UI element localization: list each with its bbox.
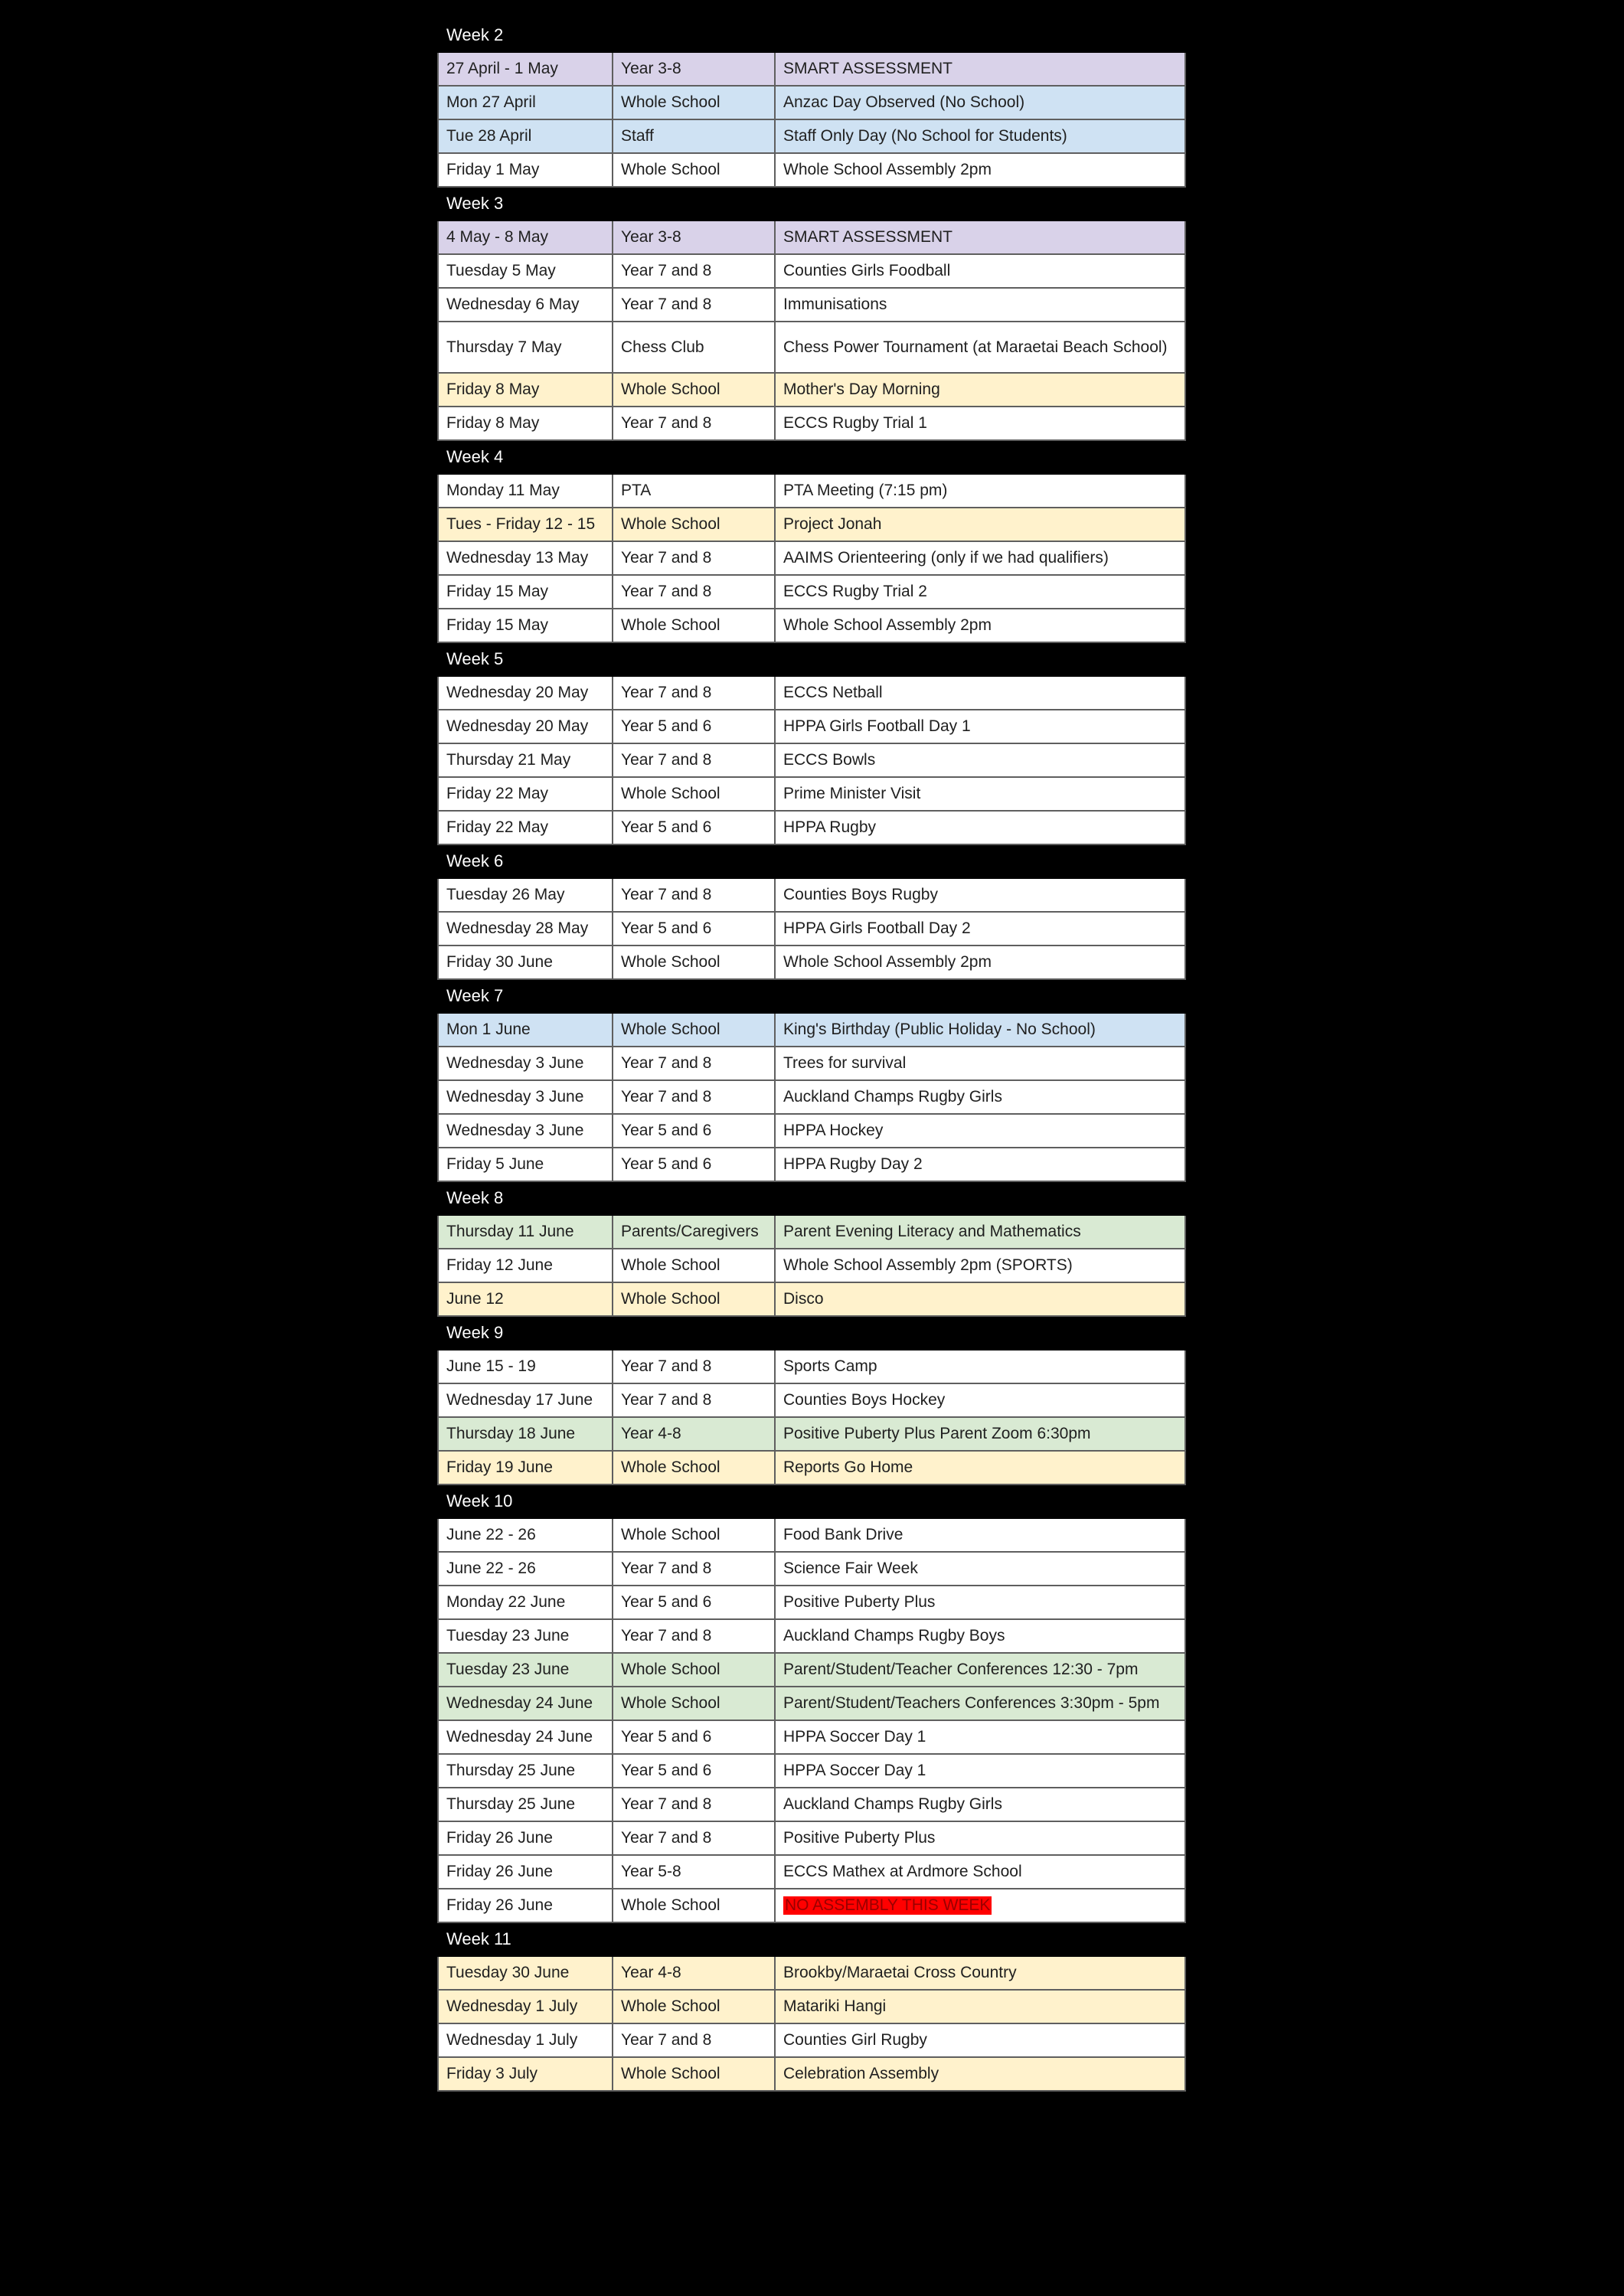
event-date-cell: 4 May - 8 May [438, 220, 613, 254]
event-date-cell: Friday 19 June [438, 1451, 613, 1484]
event-name-cell: Counties Boys Rugby [775, 878, 1185, 912]
event-name-cell: HPPA Girls Football Day 1 [775, 710, 1185, 743]
event-group-cell: Year 3-8 [613, 220, 775, 254]
event-group-cell: Whole School [613, 1518, 775, 1552]
event-date-cell: Wednesday 28 May [438, 912, 613, 946]
event-name-cell: Whole School Assembly 2pm [775, 946, 1185, 979]
event-group-cell: Year 7 and 8 [613, 743, 775, 777]
event-name-cell: PTA Meeting (7:15 pm) [775, 474, 1185, 508]
event-date-cell: Friday 26 June [438, 1821, 613, 1855]
event-name-cell: HPPA Hockey [775, 1114, 1185, 1148]
event-name-cell: ECCS Mathex at Ardmore School [775, 1855, 1185, 1889]
event-row [438, 119, 1185, 153]
week-header-row [438, 642, 1185, 676]
event-date-cell: June 22 - 26 [438, 1552, 613, 1586]
event-name-cell: Matariki Hangi [775, 1990, 1185, 2023]
week-label: Week 9 [438, 1316, 1185, 1350]
event-name-cell: Auckland Champs Rugby Girls [775, 1788, 1185, 1821]
event-group-cell: Chess Club [613, 322, 775, 373]
event-group-cell: Parents/Caregivers [613, 1215, 775, 1249]
event-date-cell: Mon 1 June [438, 1013, 613, 1047]
week-header-row [438, 1922, 1185, 1956]
event-name-cell: ECCS Bowls [775, 743, 1185, 777]
week-header-row [438, 979, 1185, 1013]
week-header-row [438, 1181, 1185, 1215]
event-name-cell: ECCS Rugby Trial 2 [775, 575, 1185, 609]
event-date-cell: Friday 8 May [438, 407, 613, 440]
event-group-cell: Whole School [613, 153, 775, 187]
event-name-cell: SMART ASSESSMENT [775, 52, 1185, 86]
event-name-cell: Food Bank Drive [775, 1518, 1185, 1552]
event-name-cell: Trees for survival [775, 1047, 1185, 1080]
event-row [438, 1619, 1185, 1653]
event-group-cell: Whole School [613, 1013, 775, 1047]
event-name-cell: King's Birthday (Public Holiday - No School) [775, 1013, 1185, 1047]
event-date-cell: Mon 27 April [438, 86, 613, 119]
event-name-cell: HPPA Girls Football Day 2 [775, 912, 1185, 946]
week-label: Week 3 [438, 187, 1185, 220]
event-date-cell: Tue 28 April [438, 119, 613, 153]
event-date-cell: Wednesday 3 June [438, 1114, 613, 1148]
event-group-cell: Whole School [613, 2057, 775, 2091]
event-date-cell: Wednesday 3 June [438, 1047, 613, 1080]
event-date-cell: Friday 8 May [438, 373, 613, 407]
event-row [438, 254, 1185, 288]
event-row [438, 1552, 1185, 1586]
event-row [438, 52, 1185, 86]
event-group-cell: Year 5 and 6 [613, 1114, 775, 1148]
event-date-cell: June 22 - 26 [438, 1518, 613, 1552]
event-group-cell: Year 5-8 [613, 1855, 775, 1889]
event-group-cell: Whole School [613, 609, 775, 642]
week-header-row [438, 844, 1185, 878]
event-row [438, 1754, 1185, 1788]
event-row [438, 1114, 1185, 1148]
event-date-cell: Tuesday 23 June [438, 1653, 613, 1687]
event-name-cell: Counties Boys Hockey [775, 1383, 1185, 1417]
week-label: Week 10 [438, 1484, 1185, 1518]
event-date-cell: Friday 26 June [438, 1855, 613, 1889]
event-group-cell: Year 7 and 8 [613, 1619, 775, 1653]
event-name-cell: Reports Go Home [775, 1451, 1185, 1484]
event-group-cell: Year 7 and 8 [613, 288, 775, 322]
event-name-cell: Celebration Assembly [775, 2057, 1185, 2091]
event-date-cell: Thursday 25 June [438, 1754, 613, 1788]
event-row [438, 1282, 1185, 1316]
event-row [438, 1889, 1185, 1922]
event-date-cell: Wednesday 1 July [438, 2023, 613, 2057]
week-label: Week 8 [438, 1181, 1185, 1215]
event-group-cell: Whole School [613, 946, 775, 979]
event-group-cell: Year 5 and 6 [613, 1754, 775, 1788]
event-row [438, 1687, 1185, 1720]
event-group-cell: Year 7 and 8 [613, 1821, 775, 1855]
event-date-cell: Wednesday 24 June [438, 1720, 613, 1754]
event-row [438, 288, 1185, 322]
event-date-cell: June 15 - 19 [438, 1350, 613, 1383]
event-row [438, 1013, 1185, 1047]
event-date-cell: Wednesday 20 May [438, 710, 613, 743]
event-name-cell: Whole School Assembly 2pm [775, 153, 1185, 187]
event-date-cell: Wednesday 24 June [438, 1687, 613, 1720]
event-name-cell: Whole School Assembly 2pm (SPORTS) [775, 1249, 1185, 1282]
event-name-cell: AAIMS Orienteering (only if we had qualifiers) [775, 541, 1185, 575]
event-date-cell: Thursday 18 June [438, 1417, 613, 1451]
week-label: Week 5 [438, 642, 1185, 676]
event-group-cell: Year 4-8 [613, 1956, 775, 1990]
event-name-cell: Mother's Day Morning [775, 373, 1185, 407]
event-group-cell: Year 7 and 8 [613, 254, 775, 288]
event-date-cell: Friday 1 May [438, 153, 613, 187]
event-date-cell: Tuesday 30 June [438, 1956, 613, 1990]
event-date-cell: Wednesday 20 May [438, 676, 613, 710]
event-date-cell: Friday 12 June [438, 1249, 613, 1282]
event-row [438, 373, 1185, 407]
event-group-cell: Whole School [613, 777, 775, 811]
event-group-cell: Year 3-8 [613, 52, 775, 86]
event-row [438, 609, 1185, 642]
event-row [438, 1720, 1185, 1754]
event-row [438, 912, 1185, 946]
event-row [438, 1249, 1185, 1282]
event-date-cell: June 12 [438, 1282, 613, 1316]
event-row [438, 1350, 1185, 1383]
event-group-cell: Whole School [613, 1282, 775, 1316]
event-date-cell: Friday 22 May [438, 777, 613, 811]
event-row [438, 1047, 1185, 1080]
event-row [438, 1586, 1185, 1619]
event-date-cell: Friday 3 July [438, 2057, 613, 2091]
event-name-cell: ECCS Rugby Trial 1 [775, 407, 1185, 440]
event-name-cell: Anzac Day Observed (No School) [775, 86, 1185, 119]
event-row [438, 2023, 1185, 2057]
event-name-cell: Auckland Champs Rugby Boys [775, 1619, 1185, 1653]
event-row [438, 86, 1185, 119]
event-name-cell: HPPA Rugby Day 2 [775, 1148, 1185, 1181]
events-calendar-table [437, 18, 1186, 2092]
event-date-cell: Monday 11 May [438, 474, 613, 508]
event-group-cell: Whole School [613, 1889, 775, 1922]
event-date-cell: Friday 22 May [438, 811, 613, 844]
event-row [438, 1821, 1185, 1855]
event-group-cell: Year 7 and 8 [613, 1080, 775, 1114]
event-date-cell: Thursday 21 May [438, 743, 613, 777]
event-group-cell: Year 7 and 8 [613, 1350, 775, 1383]
event-row [438, 946, 1185, 979]
event-row [438, 153, 1185, 187]
event-group-cell: Year 7 and 8 [613, 575, 775, 609]
event-group-cell: Year 5 and 6 [613, 912, 775, 946]
event-name-cell: Immunisations [775, 288, 1185, 322]
event-row [438, 1215, 1185, 1249]
event-name-cell: Auckland Champs Rugby Girls [775, 1080, 1185, 1114]
event-name-cell: Counties Girl Rugby [775, 2023, 1185, 2057]
event-name-cell: ECCS Netball [775, 676, 1185, 710]
alert-text: NO ASSEMBLY THIS WEEK [785, 1896, 991, 1914]
event-date-cell: 27 April - 1 May [438, 52, 613, 86]
event-name-cell: Science Fair Week [775, 1552, 1185, 1586]
event-row [438, 1148, 1185, 1181]
event-row [438, 743, 1185, 777]
event-date-cell: Thursday 25 June [438, 1788, 613, 1821]
event-row [438, 710, 1185, 743]
event-row [438, 1990, 1185, 2023]
event-row [438, 1653, 1185, 1687]
event-name-cell: Whole School Assembly 2pm [775, 609, 1185, 642]
event-row [438, 1788, 1185, 1821]
event-name-cell: HPPA Soccer Day 1 [775, 1720, 1185, 1754]
event-row [438, 220, 1185, 254]
event-group-cell: Whole School [613, 1249, 775, 1282]
event-row [438, 777, 1185, 811]
week-label: Week 11 [438, 1922, 1185, 1956]
event-date-cell: Friday 15 May [438, 575, 613, 609]
event-row [438, 474, 1185, 508]
event-name-cell: Parent/Student/Teacher Conferences 12:30 - 7pm [775, 1653, 1185, 1687]
event-group-cell: Year 5 and 6 [613, 811, 775, 844]
event-group-cell: Whole School [613, 1653, 775, 1687]
event-group-cell: Year 7 and 8 [613, 1788, 775, 1821]
event-group-cell: Year 4-8 [613, 1417, 775, 1451]
event-date-cell: Friday 15 May [438, 609, 613, 642]
event-name-cell [775, 1889, 1185, 1922]
event-date-cell: Monday 22 June [438, 1586, 613, 1619]
week-header-row [438, 18, 1185, 52]
event-row [438, 1080, 1185, 1114]
event-group-cell: Whole School [613, 1687, 775, 1720]
week-header-row [438, 440, 1185, 474]
event-row [438, 1417, 1185, 1451]
event-name-cell: Brookby/Maraetai Cross Country [775, 1956, 1185, 1990]
event-group-cell: Whole School [613, 373, 775, 407]
event-name-cell: Parent Evening Literacy and Mathematics [775, 1215, 1185, 1249]
week-header-row [438, 1484, 1185, 1518]
event-group-cell: Whole School [613, 1451, 775, 1484]
event-name-cell: Staff Only Day (No School for Students) [775, 119, 1185, 153]
event-row [438, 322, 1185, 373]
event-row [438, 1956, 1185, 1990]
event-date-cell: Thursday 11 June [438, 1215, 613, 1249]
event-name-cell: SMART ASSESSMENT [775, 220, 1185, 254]
event-name-cell: HPPA Soccer Day 1 [775, 1754, 1185, 1788]
event-date-cell: Wednesday 3 June [438, 1080, 613, 1114]
event-date-cell: Friday 5 June [438, 1148, 613, 1181]
event-group-cell: Year 5 and 6 [613, 1720, 775, 1754]
event-group-cell: PTA [613, 474, 775, 508]
event-name-cell: Positive Puberty Plus [775, 1586, 1185, 1619]
event-row [438, 1855, 1185, 1889]
event-row [438, 407, 1185, 440]
event-row [438, 1518, 1185, 1552]
week-label: Week 6 [438, 844, 1185, 878]
event-group-cell: Year 5 and 6 [613, 1586, 775, 1619]
event-date-cell: Wednesday 1 July [438, 1990, 613, 2023]
event-name-cell: HPPA Rugby [775, 811, 1185, 844]
event-date-cell: Wednesday 13 May [438, 541, 613, 575]
event-name-cell: Counties Girls Foodball [775, 254, 1185, 288]
event-group-cell: Year 7 and 8 [613, 407, 775, 440]
week-header-row [438, 1316, 1185, 1350]
event-row [438, 1451, 1185, 1484]
week-label: Week 7 [438, 979, 1185, 1013]
event-group-cell: Year 5 and 6 [613, 1148, 775, 1181]
event-date-cell: Tuesday 26 May [438, 878, 613, 912]
event-name-cell: Sports Camp [775, 1350, 1185, 1383]
event-row [438, 541, 1185, 575]
event-date-cell: Wednesday 17 June [438, 1383, 613, 1417]
event-row [438, 1383, 1185, 1417]
events-calendar-body [438, 18, 1185, 2091]
week-label: Week 4 [438, 440, 1185, 474]
event-group-cell: Year 7 and 8 [613, 676, 775, 710]
event-row [438, 811, 1185, 844]
event-row [438, 878, 1185, 912]
event-group-cell: Staff [613, 119, 775, 153]
event-row [438, 2057, 1185, 2091]
event-group-cell: Year 7 and 8 [613, 2023, 775, 2057]
event-date-cell: Wednesday 6 May [438, 288, 613, 322]
event-row [438, 575, 1185, 609]
event-row [438, 508, 1185, 541]
event-date-cell: Tuesday 5 May [438, 254, 613, 288]
event-date-cell: Tuesday 23 June [438, 1619, 613, 1653]
event-group-cell: Year 7 and 8 [613, 1552, 775, 1586]
event-group-cell: Year 7 and 8 [613, 878, 775, 912]
event-name-cell: Disco [775, 1282, 1185, 1316]
event-group-cell: Year 7 and 8 [613, 1383, 775, 1417]
event-group-cell: Whole School [613, 508, 775, 541]
event-group-cell: Whole School [613, 1990, 775, 2023]
event-date-cell: Friday 30 June [438, 946, 613, 979]
event-date-cell: Thursday 7 May [438, 322, 613, 373]
event-row [438, 676, 1185, 710]
event-group-cell: Year 7 and 8 [613, 541, 775, 575]
event-name-cell: Prime Minister Visit [775, 777, 1185, 811]
week-header-row [438, 187, 1185, 220]
event-name-cell: Parent/Student/Teachers Conferences 3:30pm - 5pm [775, 1687, 1185, 1720]
event-name-cell: Chess Power Tournament (at Maraetai Beach School) [775, 322, 1185, 373]
event-name-cell: Positive Puberty Plus [775, 1821, 1185, 1855]
event-group-cell: Year 7 and 8 [613, 1047, 775, 1080]
event-date-cell: Tues - Friday 12 - 15 [438, 508, 613, 541]
event-date-cell: Friday 26 June [438, 1889, 613, 1922]
week-label: Week 2 [438, 18, 1185, 52]
event-group-cell: Whole School [613, 86, 775, 119]
event-name-cell: Project Jonah [775, 508, 1185, 541]
event-name-cell: Positive Puberty Plus Parent Zoom 6:30pm [775, 1417, 1185, 1451]
event-group-cell: Year 5 and 6 [613, 710, 775, 743]
